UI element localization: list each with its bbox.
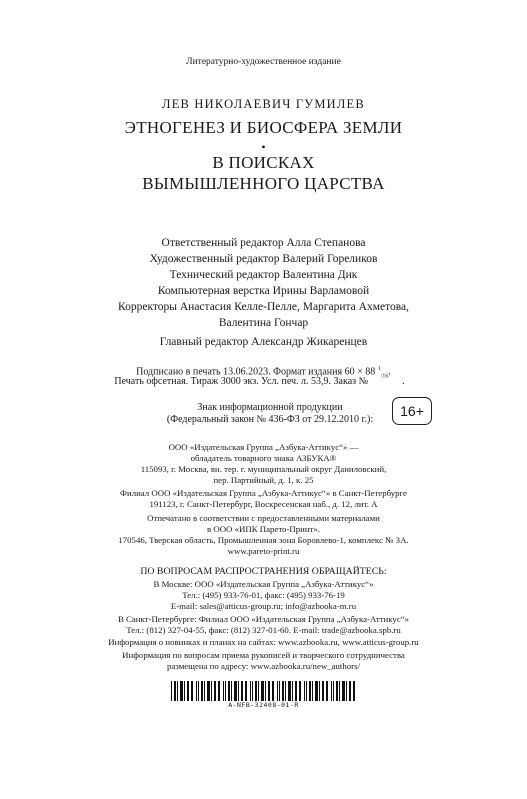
barcode-bar [277,681,278,701]
barcode-bar [304,681,305,701]
printer-line: в ООО «ИПК Парето-Принт». [206,524,320,534]
barcode-bar [204,681,205,701]
barcode-bar [306,681,307,701]
publisher-line: 115093, г. Москва, вн. тер. г. муниципальный округ Даниловский, [140,464,387,474]
credit-line: Корректоры Анастасия Келле-Пелле, Маргарита Ахметова, [118,301,409,313]
printer-line: 170546, Тверская область, Промышленная зона Боровлево-1, комплекс № 3А. [118,535,409,545]
printer-line: www.pareto-print.ru [227,546,300,556]
barcode [171,681,355,701]
credit-line: Компьютерная верстка Ирины Варламовой [157,285,370,297]
barcode-bar [201,681,203,701]
chief-editor: Главный редактор Александр Жикаренцев [159,336,368,348]
title-separator: • [261,140,266,154]
barcode-bar [268,681,270,701]
credit-line: Ответственный редактор Алла Степанова [161,237,366,249]
barcode-bar [292,681,293,701]
barcode-bar [319,681,320,701]
barcode-bar [331,681,332,701]
barcode-bar [238,681,239,701]
barcode-bar [326,681,328,701]
book-title-1: ЭТНОГЕНЕЗ И БИОСФЕРА ЗЕМЛИ [124,118,403,137]
manuscripts-line: Информация по вопросам приема рукописей и творческого сотрудничества [122,650,405,660]
barcode-bar [184,681,185,701]
barcode-bar [295,681,297,701]
barcode-bar [315,681,318,701]
distribution-heading: ПО ВОПРОСАМ РАСПРОСТРАНЕНИЯ ОБРАЩАЙТЕСЬ: [140,566,387,577]
branch-line: 191123, г. Санкт-Петербург, Воскресенская наб., д. 12, лит. А [149,499,378,509]
barcode-bar [336,681,338,701]
branch-line: Филиал ООО «Издательская Группа „Азбука-Аттикус“» в Санкт-Петербурге [120,488,407,498]
edition-type: Литературно-художественное издание [186,57,341,67]
barcode-bar [261,681,264,701]
publisher-line: пер. Партийный, д. 1, к. 25 [213,475,314,485]
barcode-bar [198,681,199,701]
barcode-bar [255,681,257,701]
barcode-bar [279,681,280,701]
barcode-bar [225,681,226,701]
barcode-bar [196,681,197,701]
barcode-bar [342,681,345,701]
barcode-bar [241,681,243,701]
barcode-bar [245,681,247,701]
print-details-line-2: Печать офсетная. Тираж 3000 экз. Усл. печ. л. 53,9. Заказ № . [114,376,405,387]
moscow-line: E-mail: sales@atticus-group.ru; info@azbooka-m.ru [170,601,357,611]
book-title-2-line-2: ВЫМЫШЛЕННОГО ЦАРСТВА [142,174,385,193]
barcode-bar [265,681,266,701]
barcode-bar [258,681,259,701]
barcode-bar [252,681,253,701]
barcode-bar [171,681,172,701]
barcode-text: A-NFB-32408-01-R [228,701,299,709]
barcode-bar [299,681,301,701]
barcode-bar [234,681,237,701]
barcode-bar [177,681,178,701]
news-info: Информация о новинках и планах на сайтах: www.azbooka.ru, www.atticus-group.ru [108,637,419,647]
barcode-bar [218,681,220,701]
barcode-bar [282,681,284,701]
moscow-line: В Москве: ООО «Издательская Группа „Азбука-Аттикус“» [153,579,374,589]
manuscripts-line: размещена по адресу: www.azbooka.ru/new_authors/ [167,661,360,671]
moscow-line: Тел.: (495) 933-76-01, факс: (495) 933-76-19 [182,590,345,600]
barcode-bar [207,681,210,701]
barcode-bar [349,681,351,701]
credit-line: Художественный редактор Валерий Гореликов [149,253,378,265]
barcode-bar [346,681,347,701]
barcode-bar [250,681,251,701]
spb-line: В Санкт-Петербурге: Филиал ООО «Издательская Группа „Азбука-Аттикус“» [117,614,410,624]
publisher-line: обладатель товарного знака АЗБУКА® [190,453,337,463]
printer-line: Отпечатано в соответствии с предоставленными материалами [147,513,380,523]
barcode-bar [191,681,193,701]
credit-line: Технический редактор Валентина Дик [169,269,358,281]
barcode-bar [180,681,183,701]
info-sign-text: Знак информационной продукции (Федеральный закон № 436-ФЗ от 29.12.2010 г.): [166,402,374,425]
age-rating-badge: 16+ [392,397,432,425]
barcode-bar [333,681,334,701]
barcode-bar [223,681,224,701]
credit-line: Валентина Гончар [218,317,309,329]
barcode-bar [272,681,274,701]
barcode-bar [312,681,313,701]
spb-line: Тел.: (812) 327-04-55, факс: (812) 327-01-60. E-mail: trade@azbooka.spb.ru [126,625,401,635]
barcode-bar [228,681,230,701]
barcode-bar [353,681,355,701]
book-title-2-line-1: В ПОИСКАХ [212,153,315,172]
barcode-bar [231,681,232,701]
barcode-bar [285,681,286,701]
barcode-bar [211,681,212,701]
barcode-bar [174,681,176,701]
barcode-bar [187,681,189,701]
barcode-bar [322,681,324,701]
barcode-bar [309,681,311,701]
barcode-bar [288,681,291,701]
author-name: ЛЕВ НИКОЛАЕВИЧ ГУМИЛЕВ [162,97,365,111]
barcode-bar [214,681,216,701]
print-details-line-1: Подписано в печать 13.06.2023. Формат издания 60 × 88 $^1_{/16}$. [136,366,391,380]
barcode-bar [339,681,340,701]
publisher-line: ООО «Издательская Группа „Азбука-Аттикус“» — [168,442,359,452]
